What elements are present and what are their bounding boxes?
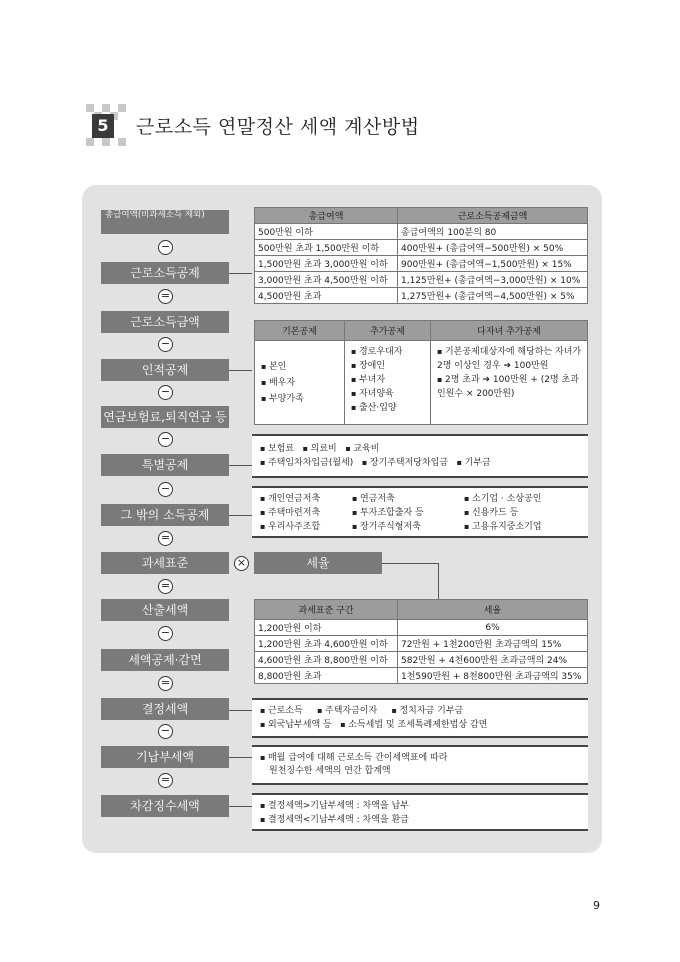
tax-credit-box bbox=[252, 698, 588, 738]
minus-operator: − bbox=[158, 385, 173, 400]
table-header: 과세표준 구간 bbox=[255, 600, 398, 620]
table-cell: 1,275만원+ (총급여액−4,500만원) × 5% bbox=[398, 288, 588, 304]
list-item: ▪ 경로우대자 bbox=[351, 345, 427, 359]
table-cell: 4,500만원 초과 bbox=[255, 288, 398, 304]
tax-rate-box: 세율 bbox=[254, 552, 382, 574]
table-cell: 1,200만원 이하 bbox=[255, 620, 398, 636]
flow-step-determined-tax: 결정세액 bbox=[101, 698, 229, 720]
list-item: ▪ 신용카드 등 bbox=[464, 506, 542, 520]
list-item: ▪ 2명 초과 ➔ 100만원 + (2명 초과 인원수 × 200만원) bbox=[437, 373, 584, 401]
table-header: 다자녀 추가공제 bbox=[431, 321, 588, 341]
table-row bbox=[255, 620, 588, 636]
table-cell: 900만원+ (총급여액−1,500만원) × 15% bbox=[398, 256, 588, 272]
table-header: 총급여액 bbox=[255, 208, 398, 224]
equal-operator: = bbox=[158, 289, 173, 304]
list-item-continued: 원천징수한 세액의 연간 합계액 bbox=[269, 766, 391, 776]
equal-operator: = bbox=[158, 676, 173, 691]
table-cell: 6% bbox=[398, 620, 588, 636]
connector-line bbox=[229, 806, 252, 807]
list-item: ▪ 의료비 bbox=[303, 444, 337, 454]
table-row bbox=[255, 668, 588, 684]
table-row bbox=[255, 288, 588, 304]
list-item: ▪ 정치자금 기부금 bbox=[392, 706, 464, 716]
flow-step-tax-credit: 세액공제·감면 bbox=[101, 649, 229, 671]
flow-step-wage-deduction: 근로소득공제 bbox=[101, 262, 229, 284]
list-item: ▪ 주택자금이자 bbox=[317, 706, 377, 716]
table-cell: 500만원 이하 bbox=[255, 224, 398, 240]
connector-line bbox=[229, 710, 252, 711]
list-item: ▪ 개인연금저축 bbox=[260, 492, 352, 506]
table-row bbox=[255, 224, 588, 240]
list-item: ▪ 소기업 · 소상공인 bbox=[464, 492, 542, 506]
table-cell: 1,200만원 초과 4,600만원 이하 bbox=[255, 636, 398, 652]
list-item: ▪ 부양가족 bbox=[261, 391, 341, 407]
page-number: 9 bbox=[593, 899, 600, 912]
list-item: ▪ 소득세법 및 조세특례제한법상 감면 bbox=[340, 720, 487, 730]
flow-step-special-deduction: 특별공제 bbox=[101, 454, 229, 476]
list-item: ▪ 매월 급여에 대해 근로소득 간이세액표에 따라 bbox=[260, 751, 580, 765]
list-item: ▪ 교육비 bbox=[345, 444, 379, 454]
list-item: ▪ 자녀양육 bbox=[351, 387, 427, 401]
table-header: 근로소득공제금액 bbox=[398, 208, 588, 224]
list-item: ▪ 우리사주조합 bbox=[260, 520, 352, 534]
minus-operator: − bbox=[158, 724, 173, 739]
list-item: ▪ 투자조합출자 등 bbox=[352, 506, 464, 520]
connector-line bbox=[229, 273, 252, 274]
table-header: 기본공제 bbox=[255, 321, 345, 341]
table-row bbox=[255, 256, 588, 272]
list-item: ▪ 부녀자 bbox=[351, 373, 427, 387]
prepaid-tax-box bbox=[252, 745, 588, 785]
table-row bbox=[255, 652, 588, 668]
table-cell: 1천590만원 + 8천800만원 초과금액의 35% bbox=[398, 668, 588, 684]
list-item: ▪ 외국납부세액 등 bbox=[260, 720, 332, 730]
list-item: ▪ 보험료 bbox=[260, 444, 294, 454]
list-item: ▪ 기부금 bbox=[457, 458, 491, 468]
minus-operator: − bbox=[158, 482, 173, 497]
list-item: ▪ 출산·입양 bbox=[351, 401, 427, 415]
flow-step-personal-deduction: 인적공제 bbox=[101, 359, 229, 381]
table-cell: 400만원+ (총급여액−500만원) × 50% bbox=[398, 240, 588, 256]
table-header: 세율 bbox=[398, 600, 588, 620]
minus-operator: − bbox=[158, 626, 173, 641]
list-item: ▪ 본인 bbox=[261, 359, 341, 375]
list-item: ▪ 연금저축 bbox=[352, 492, 464, 506]
page-title: 근로소득 연말정산 세액 계산방법 bbox=[136, 116, 420, 138]
flow-step-prepaid-tax: 기납부세액 bbox=[101, 746, 229, 768]
connector-line bbox=[229, 757, 252, 758]
table-cell: 8,800만원 초과 bbox=[255, 668, 398, 684]
list-item: ▪ 고용유지중소기업 bbox=[464, 520, 542, 534]
flow-step-tax-base: 과세표준 bbox=[101, 552, 229, 574]
table-row bbox=[255, 636, 588, 652]
other-deduction-box bbox=[252, 486, 588, 538]
table-row bbox=[255, 240, 588, 256]
table-cell: 500만원 초과 1,500만원 이하 bbox=[255, 240, 398, 256]
list-item: ▪ 배우자 bbox=[261, 375, 341, 391]
list-item: ▪ 장기주택저당차입금 bbox=[362, 458, 448, 468]
list-item: ▪ 결정세액>기납부세액 : 차액을 납부 bbox=[260, 799, 580, 813]
list-item: ▪ 장애인 bbox=[351, 359, 427, 373]
flow-step-wage-income: 근로소득금액 bbox=[101, 311, 229, 333]
table-cell: 4,600만원 초과 8,800만원 이하 bbox=[255, 652, 398, 668]
table-cell: 1,125만원+ (총급여액−3,000만원) × 10% bbox=[398, 272, 588, 288]
equal-operator: = bbox=[158, 579, 173, 594]
list-item: ▪ 근로소득 bbox=[260, 706, 303, 716]
connector-line bbox=[438, 563, 439, 599]
flow-step-net-tax: 차감징수세액 bbox=[101, 795, 229, 817]
flow-step-calculated-tax: 산출세액 bbox=[101, 599, 229, 621]
table-cell: 총급여액의 100분의 80 bbox=[398, 224, 588, 240]
list-item: ▪ 결정세액<기납부세액 : 차액을 환급 bbox=[260, 813, 580, 827]
table-row bbox=[255, 272, 588, 288]
table-cell: 582만원 + 4천600만원 초과금액의 24% bbox=[398, 652, 588, 668]
minus-operator: − bbox=[158, 240, 173, 255]
table-cell: 72만원 + 1천200만원 초과금액의 15% bbox=[398, 636, 588, 652]
connector-line bbox=[229, 370, 252, 371]
section-number: 5 bbox=[92, 114, 114, 138]
connector-line bbox=[229, 515, 252, 516]
wage-deduction-table bbox=[254, 207, 588, 304]
flow-step-gross-wage: 총급여액(비과세소득 제외) bbox=[101, 210, 229, 234]
special-deduction-box bbox=[252, 434, 588, 478]
table-cell: 3,000만원 초과 4,500만원 이하 bbox=[255, 272, 398, 288]
list-item: ▪ 장기주식형저축 bbox=[352, 520, 464, 534]
table-cell: 1,500만원 초과 3,000만원 이하 bbox=[255, 256, 398, 272]
equal-operator: = bbox=[158, 531, 173, 546]
table-header: 추가공제 bbox=[345, 321, 431, 341]
connector-line bbox=[382, 563, 438, 564]
list-item: ▪ 주택임차차입금(월세) bbox=[260, 458, 353, 468]
list-item: ▪ 주택마련저축 bbox=[260, 506, 352, 520]
tax-rate-table bbox=[254, 599, 588, 684]
multiply-operator: × bbox=[234, 556, 249, 571]
flow-step-pension-insurance: 연금보험료,퇴직연금 등 bbox=[101, 406, 229, 428]
list-item: ▪ 기본공제대상자에 해당하는 자녀가 2명 이상인 경우 ➔ 100만원 bbox=[437, 345, 584, 373]
minus-operator: − bbox=[158, 337, 173, 352]
net-tax-box bbox=[252, 793, 588, 831]
minus-operator: − bbox=[158, 432, 173, 447]
connector-line bbox=[229, 465, 252, 466]
personal-deduction-table bbox=[254, 320, 588, 425]
equal-operator: = bbox=[158, 773, 173, 788]
flow-step-other-deduction: 그 밖의 소득공제 bbox=[101, 504, 229, 526]
